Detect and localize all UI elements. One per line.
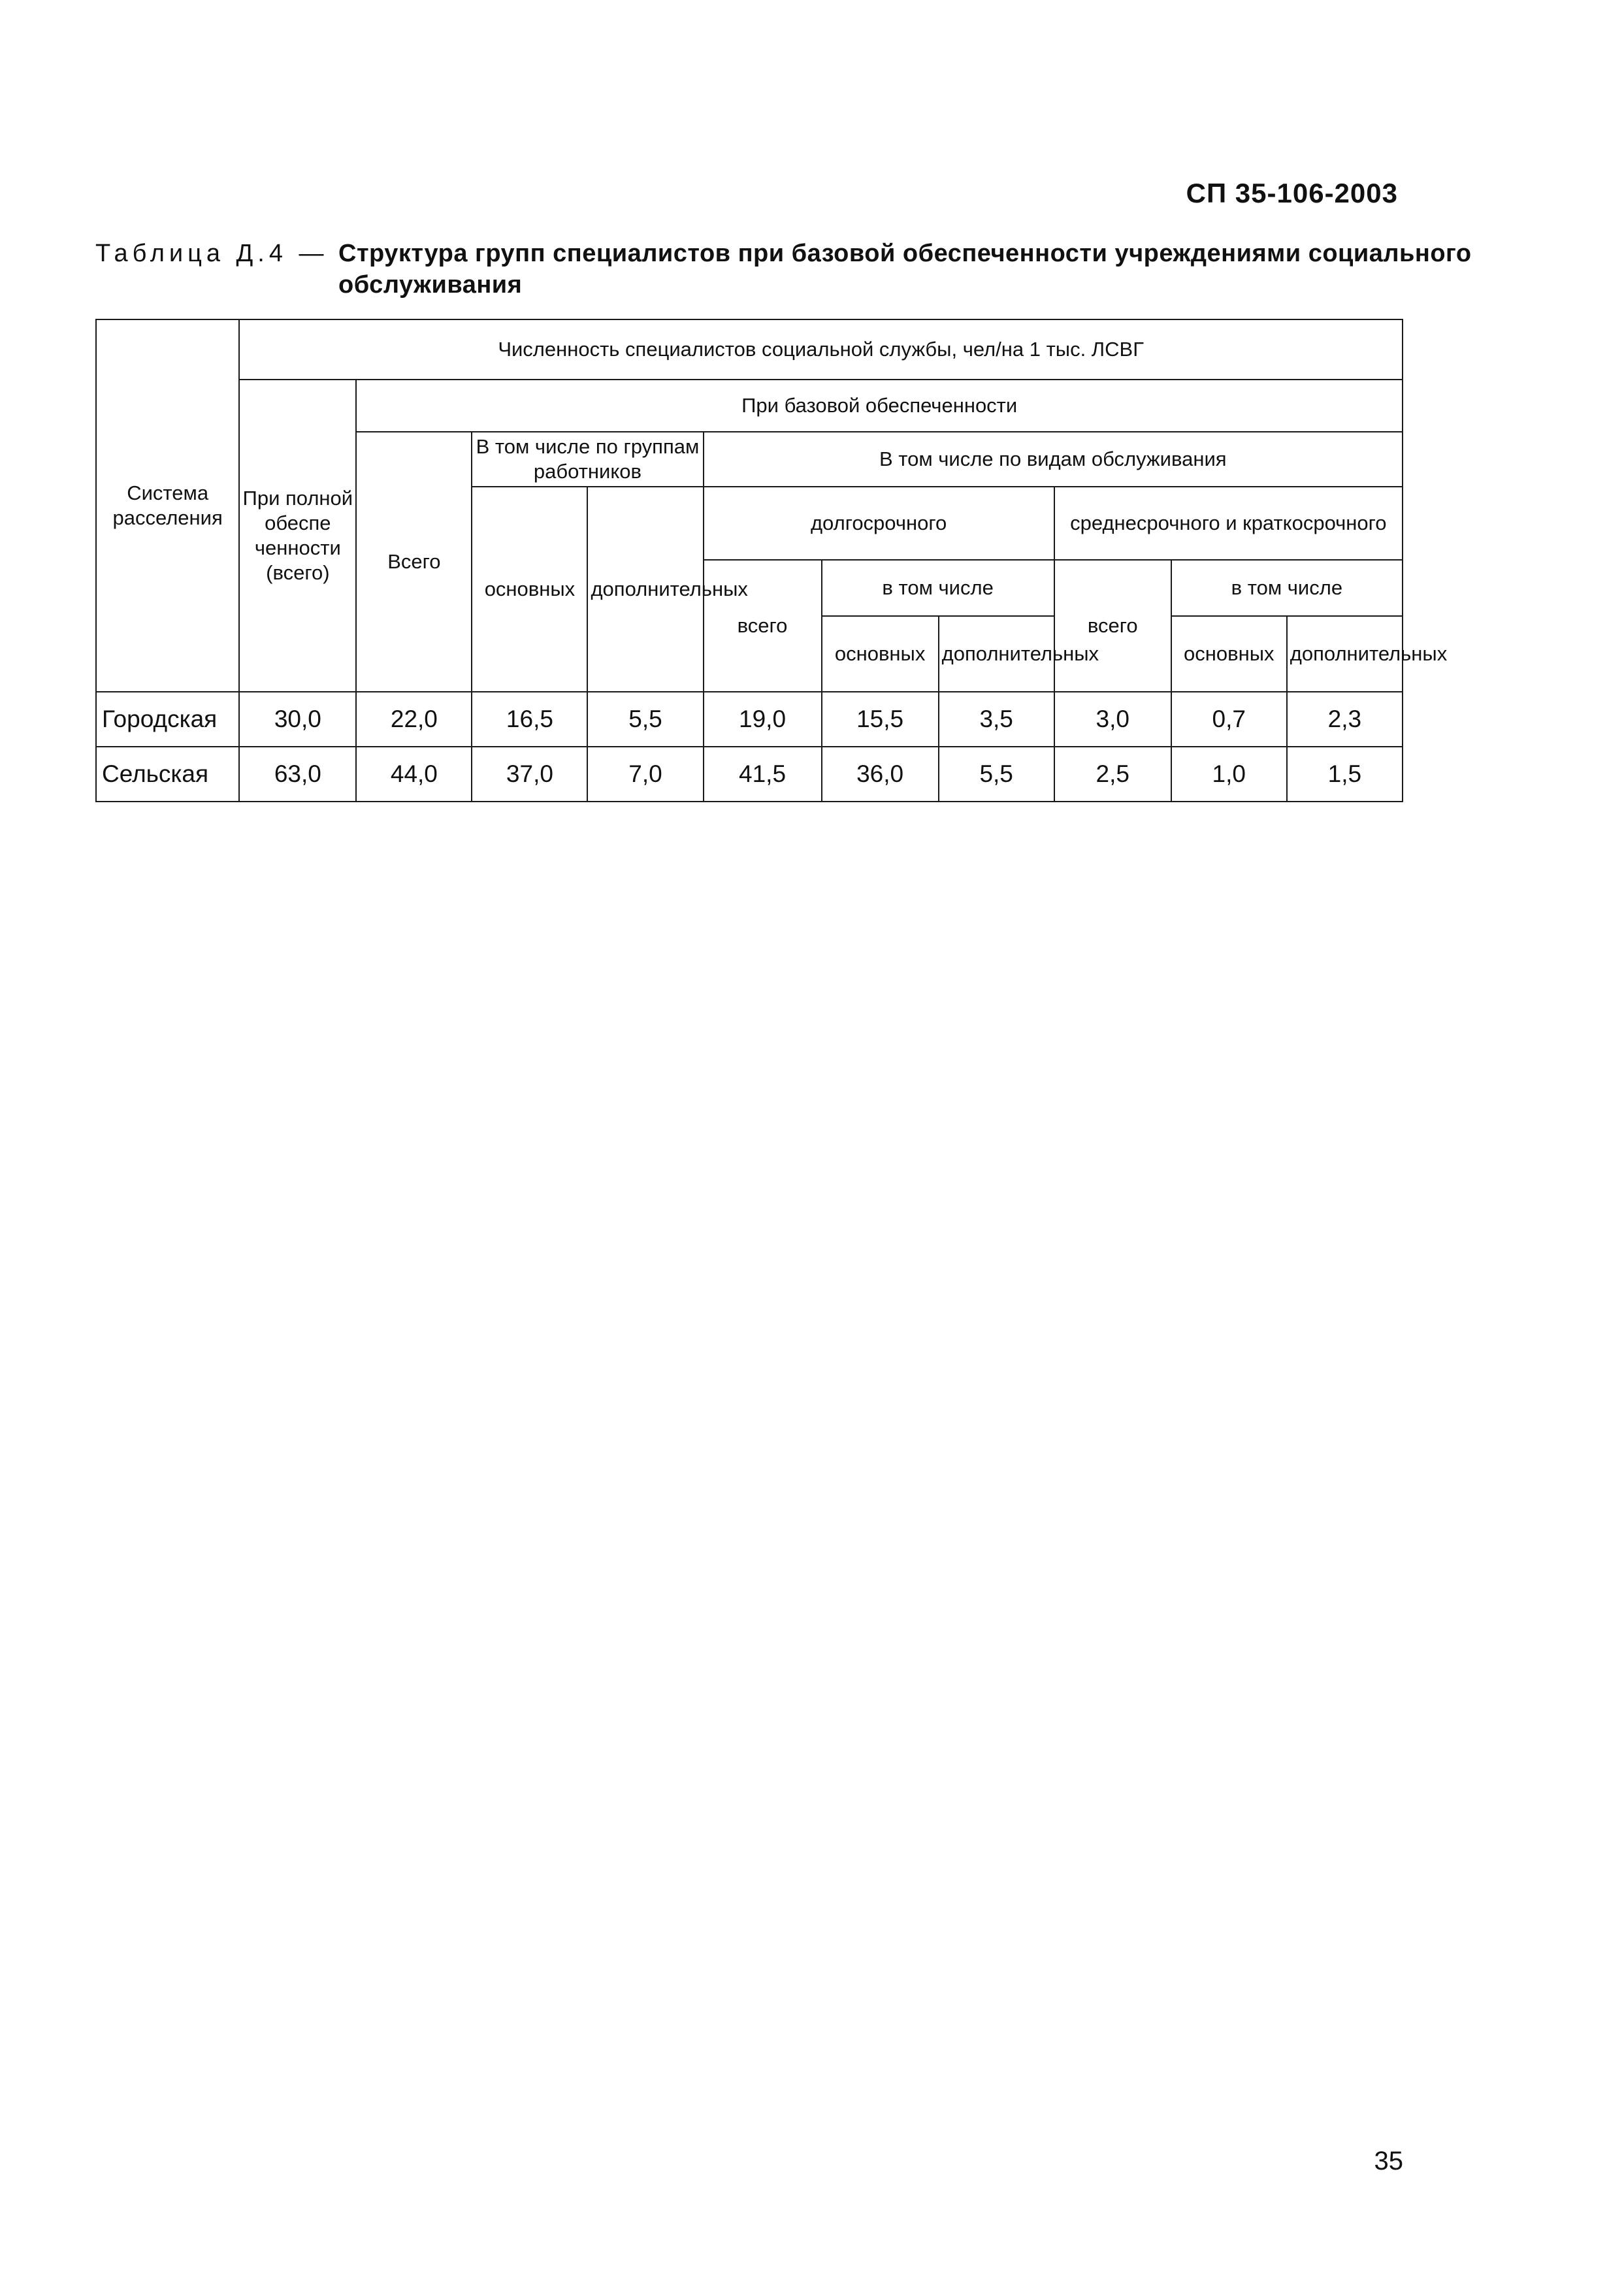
row-label: Сельская [96,747,239,802]
cell-long-term-extra: 5,5 [939,747,1054,802]
cell-long-term-total: 41,5 [704,747,822,802]
cell-extra: 5,5 [587,692,703,747]
header-full-provision: При полной обеспе ченности (всего) [239,380,356,692]
cell-total: 22,0 [356,692,472,747]
header-long-term-extra: дополнительных [939,616,1054,692]
header-base-provision: При базовой обеспеченности [356,380,1403,432]
cell-main: 37,0 [472,747,587,802]
header-long-term: долгосрочного [704,487,1054,560]
header-workers-main: основных [472,487,587,692]
table-row [96,747,1403,802]
header-mid-short-including: в том числе [1171,560,1403,616]
page-number: 35 [1374,2147,1403,2175]
header-long-term-main: основных [822,616,939,692]
header-mid-short-extra: дополнительных [1287,616,1403,692]
cell-main: 16,5 [472,692,587,747]
cell-mid-short-main: 0,7 [1171,692,1287,747]
cell-mid-short-extra: 1,5 [1287,747,1403,802]
table-caption-title: Структура групп специалистов при базовой обеспеченности учреждениями социального обслуживания [338,240,1472,299]
specialists-structure-table [95,319,1448,802]
cell-full: 30,0 [239,692,356,747]
cell-long-term-extra: 3,5 [939,692,1054,747]
cell-mid-short-main: 1,0 [1171,747,1287,802]
header-by-service: В том числе по видам обслуживания [704,432,1403,487]
cell-mid-short-total: 3,0 [1054,692,1171,747]
cell-long-term-main: 15,5 [822,692,939,747]
cell-long-term-total: 19,0 [704,692,822,747]
header-mid-short-total: всего [1054,560,1171,692]
header-workers-extra: дополнительных [587,487,703,692]
cell-long-term-main: 36,0 [822,747,939,802]
cell-total: 44,0 [356,747,472,802]
cell-full: 63,0 [239,747,356,802]
header-group-all: Численность специалистов социальной службы, чел/на 1 тыс. ЛСВГ [239,319,1403,380]
table-caption-label: Таблица Д.4 — [95,240,329,267]
document-code: СП 35-106-2003 [1186,178,1398,208]
header-system: Система расселения [96,319,239,692]
cell-mid-short-total: 2,5 [1054,747,1171,802]
cell-mid-short-extra: 2,3 [1287,692,1403,747]
header-mid-short-main: основных [1171,616,1287,692]
header-by-workers: В том числе по группам работников [472,432,703,487]
table-row [96,692,1403,747]
header-total: Всего [356,432,472,692]
header-mid-short-term: среднесрочного и краткосрочного [1054,487,1403,560]
cell-extra: 7,0 [587,747,703,802]
row-label: Городская [96,692,239,747]
header-long-term-including: в том числе [822,560,1054,616]
header-long-term-total: всего [704,560,822,692]
